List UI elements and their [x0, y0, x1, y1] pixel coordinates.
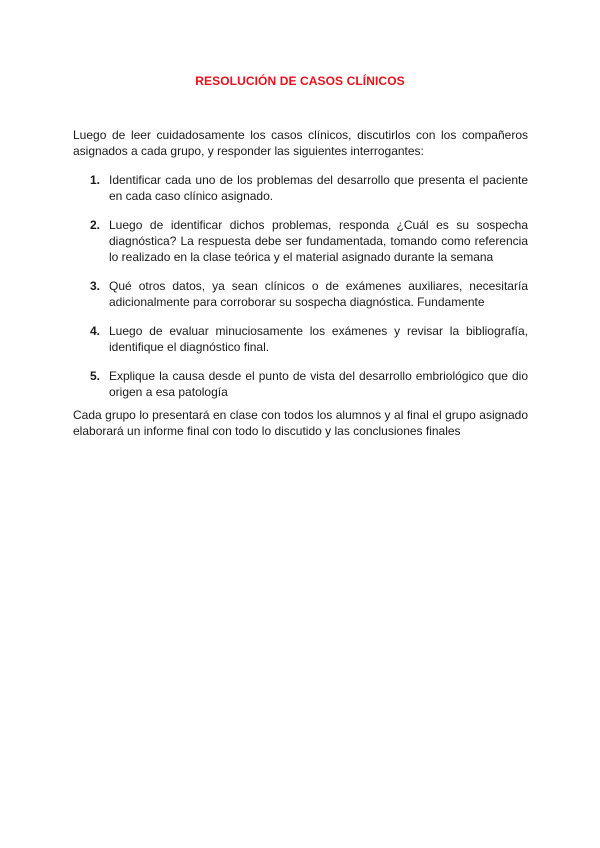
list-item-text: Identificar cada uno de los problemas del desarrollo que presenta el paciente en cada caso clínico asignado.	[109, 173, 528, 203]
list-item	[73, 172, 528, 204]
list-item	[73, 323, 528, 355]
list-item-number: 1.	[90, 173, 101, 187]
question-list	[73, 172, 528, 413]
list-item-number: 5.	[90, 369, 101, 383]
list-item-number: 3.	[90, 279, 101, 293]
list-item	[73, 217, 528, 265]
document-title: RESOLUCIÓN DE CASOS CLÍNICOS	[195, 74, 405, 88]
list-item-text: Explique la causa desde el punto de vista del desarrollo embriológico que dio origen a esa patología	[109, 369, 528, 399]
list-item-number: 4.	[90, 324, 101, 338]
list-item-text: Luego de identificar dichos problemas, responda ¿Cuál es su sospecha diagnóstica? La respuesta debe ser fundamentada, tomando como referencia lo realizado en la clase teórica y el material asignado durante la semana	[109, 218, 528, 264]
list-item	[73, 368, 528, 400]
list-item-text: Qué otros datos, ya sean clínicos o de exámenes auxiliares, necesitaría adicionalmente para corroborar su sospecha diagnóstica. Fundamente	[109, 279, 528, 309]
list-item-number: 2.	[90, 218, 101, 232]
intro-paragraph: Luego de leer cuidadosamente los casos clínicos, discutirlos con los compañeros asignados a cada grupo, y responder las siguientes interrogantes:	[73, 128, 528, 158]
list-item	[73, 278, 528, 310]
closing-paragraph: Cada grupo lo presentará en clase con todos los alumnos y al final el grupo asignado elaborará un informe final con todo lo discutido y las conclusiones finales	[73, 408, 528, 438]
list-item-text: Luego de evaluar minuciosamente los exámenes y revisar la bibliografía, identifique el diagnóstico final.	[109, 324, 528, 354]
